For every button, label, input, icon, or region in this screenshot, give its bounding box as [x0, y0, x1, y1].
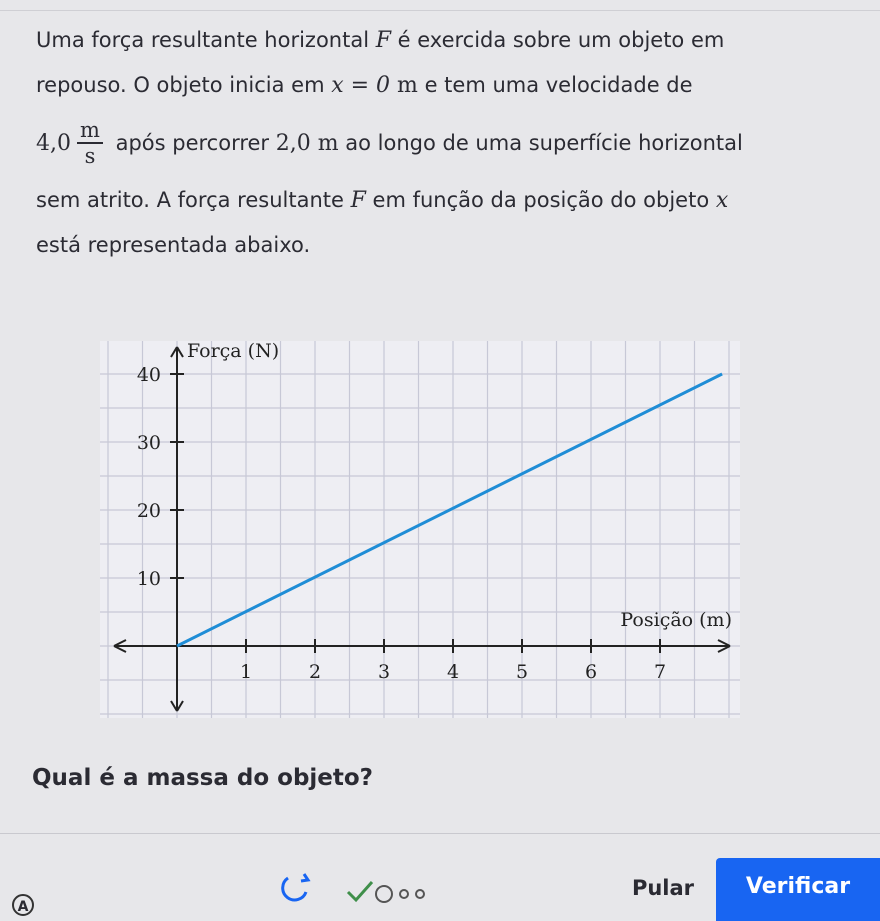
x-tick-label: 1: [239, 661, 253, 683]
footer-bar: [0, 834, 880, 921]
progress-indicator: [280, 868, 480, 908]
progress-dot: [416, 890, 424, 898]
problem-line-4: sem atrito. A força resultante F em função da posição do objeto x: [36, 188, 729, 213]
avatar[interactable]: A: [12, 894, 34, 916]
problem-line-1: Uma força resultante horizontal F é exercida sobre um objeto em: [36, 28, 725, 53]
y-tick-label: 30: [136, 432, 161, 454]
problem-line-3: 4,0 $\frac{m}{s}$ após percorrer 2,0 m ao longo de uma superfície horizontal: [36, 118, 743, 168]
top-divider: [0, 10, 880, 11]
force-symbol: F: [375, 28, 391, 53]
chart-background: [100, 341, 740, 718]
skip-button[interactable]: Pular: [631, 876, 695, 900]
progress-dot-large: [376, 886, 392, 902]
x-tick-label: 6: [584, 661, 598, 683]
refresh-arrow-icon: [301, 874, 308, 881]
progress-dot: [400, 890, 408, 898]
distance-value: 2,0 m: [275, 130, 339, 156]
x-tick-label: 5: [515, 661, 529, 683]
problem-statement: [36, 18, 856, 268]
chart-svg: [100, 333, 740, 718]
problem-line-2: repouso. O objeto inicia em x = 0 m e tem uma velocidade de: [36, 73, 693, 98]
y-tick-label: 20: [136, 500, 161, 522]
check-button[interactable]: Verificar: [716, 858, 880, 921]
y-tick-label: 10: [136, 568, 161, 590]
x-tick-label: 3: [377, 661, 391, 683]
check-icon: [348, 882, 372, 900]
x-tick-label: 7: [653, 661, 667, 683]
y-tick-label: 40: [136, 364, 161, 386]
force-position-chart: [100, 333, 740, 718]
x-tick-label: 2: [308, 661, 322, 683]
x-tick-label: 4: [446, 661, 460, 683]
question-text: Qual é a massa do objeto?: [32, 765, 374, 791]
x-equation: x = 0: [331, 73, 391, 98]
velocity-value: 4,0: [36, 130, 71, 156]
x-axis-title: Posição (m): [620, 609, 732, 631]
y-axis-title: Força (N): [187, 340, 280, 362]
velocity-unit-fraction: $\frac{m}{s}$: [77, 118, 103, 168]
problem-line-5: está representada abaixo.: [36, 233, 311, 257]
